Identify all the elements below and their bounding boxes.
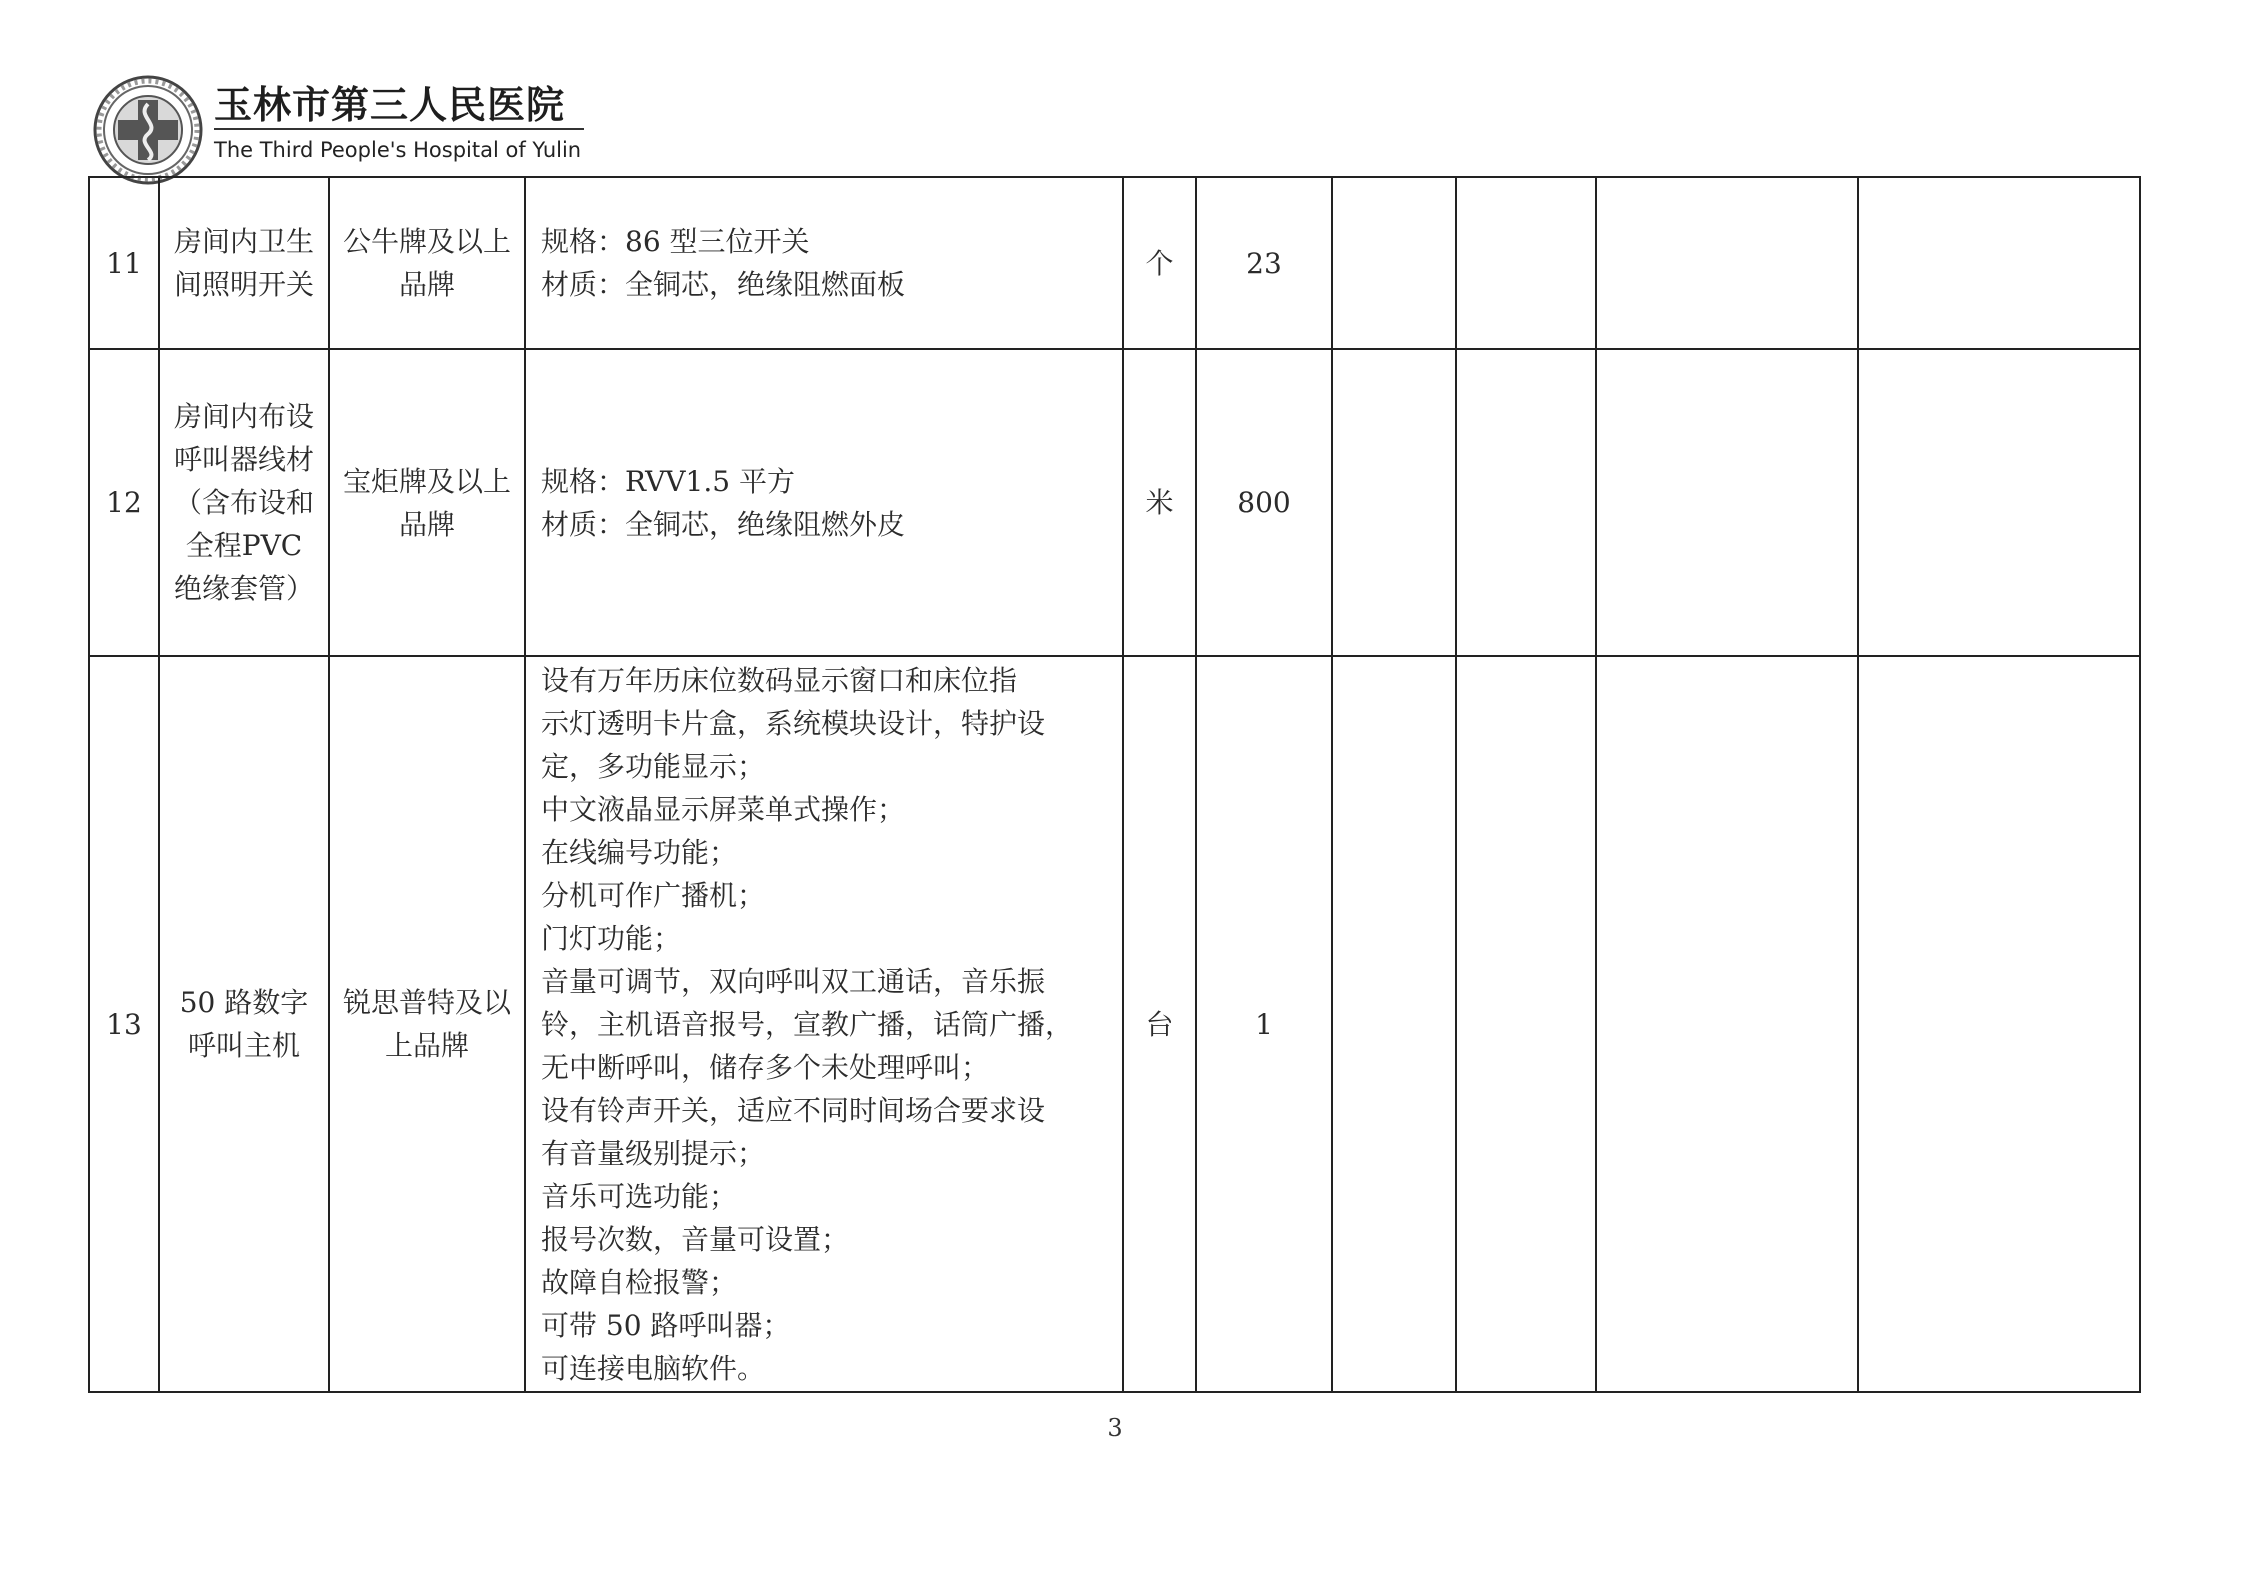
spec-line: 音乐可选功能； [541,1179,738,1213]
spec-line: 音量可调节，双向呼叫双工通话，音乐振 [541,964,1046,998]
spec-line: 规格：86 型三位开关 [541,225,810,258]
spec-line: 分机可作广播机； [541,878,766,912]
spec-line: 材质：全铜芯，绝缘阻燃外皮 [541,507,906,541]
spec-line: 规格：RVV1.5 平方 [541,464,795,498]
spec-line: 在线编号功能； [541,835,738,869]
spec-line: 材质：全铜芯，绝缘阻燃面板 [541,268,906,301]
empty-cell [1596,656,1858,1392]
table-row [89,656,2140,1392]
table-row [89,349,2140,656]
spec-line: 有音量级别提示； [541,1136,766,1170]
item-unit: 个 [1123,177,1196,349]
item-name-cell [159,656,329,1392]
item-brand-cell [329,349,525,656]
empty-cell [1596,177,1858,349]
empty-cell [1332,177,1456,349]
empty-cell [1456,177,1596,349]
table-row [89,177,2140,349]
hospital-logo [92,74,204,186]
empty-cell [1456,656,1596,1392]
spec-line: 中文液晶显示屏菜单式操作； [541,792,906,826]
item-brand: 宝炬牌及以上品牌 [342,464,511,541]
item-unit: 米 [1123,349,1196,656]
empty-cell [1858,656,2140,1392]
empty-cell [1332,349,1456,656]
page-number: 3 [1107,1414,1123,1442]
empty-cell [1858,177,2140,349]
page-header [92,70,612,180]
item-number: 12 [89,349,159,656]
spec-line: 可连接电脑软件。 [541,1351,766,1385]
item-name: 50 路数字呼叫主机 [179,986,309,1062]
item-brand-cell [329,177,525,349]
spec-line: 无中断呼叫，储存多个未处理呼叫； [541,1050,990,1084]
empty-cell [1456,349,1596,656]
item-number: 13 [89,656,159,1392]
spec-line: 设有铃声开关，适应不同时间场合要求设 [541,1093,1046,1127]
item-spec-cell [525,349,1123,656]
item-name: 房间内卫生间照明开关 [173,225,314,301]
spec-line: 可带 50 路呼叫器； [541,1308,791,1342]
empty-cell [1596,349,1858,656]
hospital-name-cn: 玉林市第三人民医院 [214,82,566,127]
item-number: 11 [89,177,159,349]
spec-line: 设有万年历床位数码显示窗口和床位指 [541,663,1018,697]
spec-line: 故障自检报警； [541,1265,738,1299]
header-divider [214,128,584,130]
hospital-name-en: The Third People's Hospital of Yulin [214,138,582,162]
item-quantity: 800 [1196,349,1332,656]
equipment-spec-table [88,176,2141,1393]
item-quantity: 23 [1196,177,1332,349]
item-brand: 公牛牌及以上品牌 [342,225,511,301]
item-name: 房间内布设呼叫器线材（含布设和全程PVC 绝缘套管） [173,400,314,605]
empty-cell [1858,349,2140,656]
spec-line: 门灯功能； [541,921,682,955]
spec-line: 铃，主机语音报号，宣教广播，话筒广播， [541,1007,1074,1041]
item-unit: 台 [1123,656,1196,1392]
item-brand: 锐思普特及以上品牌 [342,986,511,1062]
item-name-cell [159,349,329,656]
item-spec-cell [525,177,1123,349]
item-name-cell [159,177,329,349]
empty-cell [1332,656,1456,1392]
spec-line: 定，多功能显示； [541,749,766,783]
item-quantity: 1 [1196,656,1332,1392]
spec-line: 报号次数，音量可设置； [541,1222,850,1256]
spec-line: 示灯透明卡片盒，系统模块设计，特护设 [541,706,1046,740]
item-brand-cell [329,656,525,1392]
item-spec-cell [525,656,1123,1392]
